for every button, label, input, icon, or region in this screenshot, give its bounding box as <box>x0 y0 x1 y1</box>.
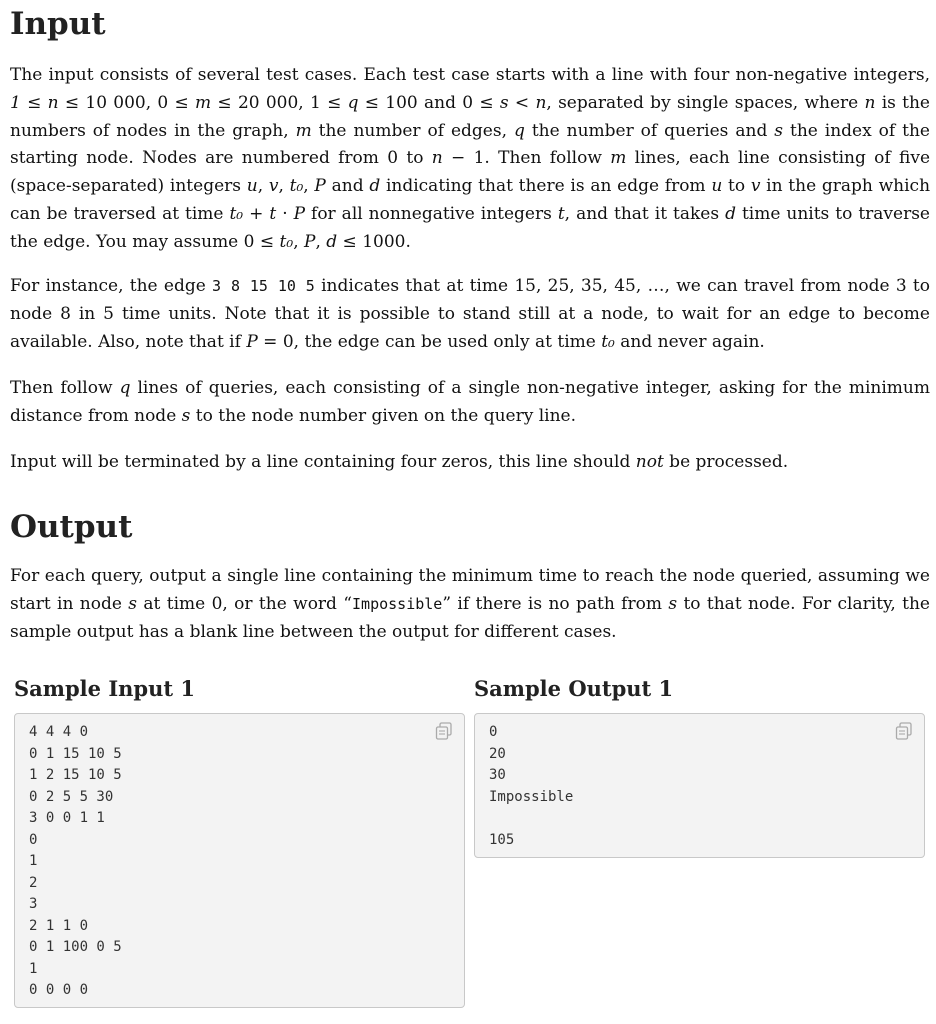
copy-icon[interactable] <box>434 721 454 741</box>
output-paragraph-1: For each query, output a single line containing the minimum time to reach the node queried, assuming we start in node s at time 0, or the word “Impossible” if there is no path from s to that node. For clarity, the sample output has a blank line between the output for different cases. <box>10 566 930 642</box>
input-heading: Input <box>10 6 106 42</box>
copy-icon[interactable] <box>894 721 914 741</box>
output-heading: Output <box>10 509 133 545</box>
sample-input-box[interactable] <box>14 713 465 1008</box>
sample-output-text[interactable]: 0 20 30 Impossible 105 <box>489 724 574 848</box>
input-paragraph-3: Then follow q lines of queries, each consisting of a single non-negative integer, asking for the minimum distance from node s to the node number given on the query line. <box>10 378 930 426</box>
sample-input-title: Sample Input 1 <box>14 676 195 701</box>
sample-output-box[interactable] <box>474 713 925 858</box>
sample-output-title: Sample Output 1 <box>474 676 674 701</box>
sample-input-text[interactable]: 4 4 4 0 0 1 15 10 5 1 2 15 10 5 0 2 5 5 30 3 0 0 1 1 0 1 2 3 2 1 1 0 0 1 100 0 5 1 0 0 0 0 <box>29 724 122 998</box>
input-paragraph-4: Input will be terminated by a line containing four zeros, this line should not be processed. <box>10 452 789 472</box>
input-paragraph-1: The input consists of several test cases. Each test case starts with a line with four non-negative integers, 1 ≤ n ≤ 10 000, 0 ≤ m ≤ 20 000, 1 ≤ q ≤ 100 and 0 ≤ s < n, separated by single spaces, where n is the numbers of nodes in the graph, m the number of edges, q the number of queries and s the index of the starting node. Nodes are numbered from 0 to n − 1. Then follow m lines, each line consisting of five (space-separated) integers u, v, t₀, P and d indicating that there is an edge from u to v in the graph which can be traversed at time t₀ + t · P for all nonnegative integers t, and that it takes d time units to traverse the edge. You may assume 0 ≤ t₀, P, d ≤ 1000. <box>10 65 931 252</box>
input-paragraph-2: For instance, the edge 3 8 15 10 5 indicates that at time 15, 25, 35, 45, …, we can travel from node 3 to node 8 in 5 time units. Note that it is possible to stand still at a node, to wait for an edge to become available. Also, note that if P = 0, the edge can be used only at time t₀ and never again. <box>10 276 930 352</box>
